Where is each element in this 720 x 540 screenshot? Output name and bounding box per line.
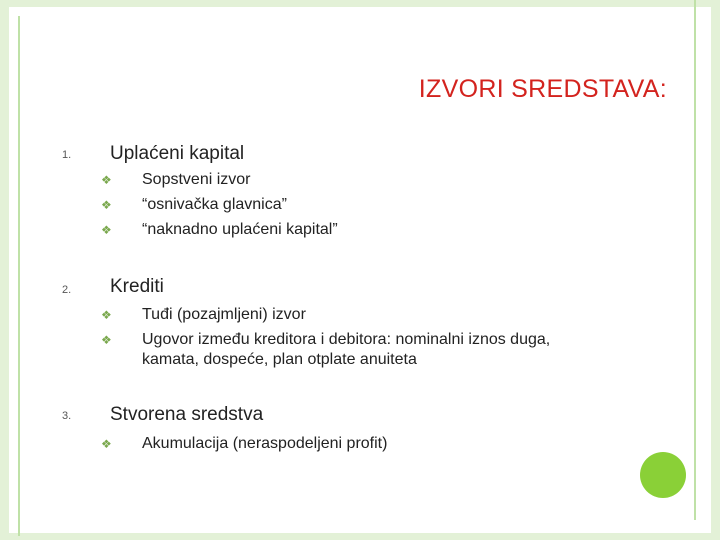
list-item: Ugovor između kreditora i debitora: nominalni iznos duga,	[142, 331, 551, 348]
bullet-icon: ❖	[101, 198, 112, 212]
bullet-icon: ❖	[101, 437, 112, 451]
list-item: “osnivačka glavnica”	[142, 196, 287, 213]
list-item: Sopstveni izvor	[142, 171, 251, 188]
list-item: Tuđi (pozajmljeni) izvor	[142, 306, 306, 323]
list-item: Akumulacija (neraspodeljeni profit)	[142, 435, 388, 452]
frame-right-line	[694, 0, 696, 520]
frame-left-line	[18, 16, 20, 536]
bullet-icon: ❖	[101, 308, 112, 322]
bullet-icon: ❖	[101, 223, 112, 237]
section-heading: Krediti	[110, 276, 164, 297]
accent-circle	[640, 452, 686, 498]
section-heading: Uplaćeni kapital	[110, 143, 245, 164]
section-number: 1.	[62, 149, 72, 161]
section-number: 3.	[62, 410, 72, 422]
bullet-icon: ❖	[101, 333, 112, 347]
list-item: “naknadno uplaćeni kapital”	[142, 221, 338, 238]
section-number: 2.	[62, 284, 72, 296]
section-heading: Stvorena sredstva	[110, 404, 264, 425]
frame-bottom-bar	[0, 533, 720, 540]
frame-left-bar	[0, 0, 9, 540]
frame-right-bar	[711, 0, 720, 540]
slide-title: IZVORI SREDSTAVA:	[418, 75, 667, 103]
list-item-continuation: kamata, dospeće, plan otplate anuiteta	[142, 351, 417, 368]
frame-top-bar	[0, 0, 720, 7]
bullet-icon: ❖	[101, 173, 112, 187]
